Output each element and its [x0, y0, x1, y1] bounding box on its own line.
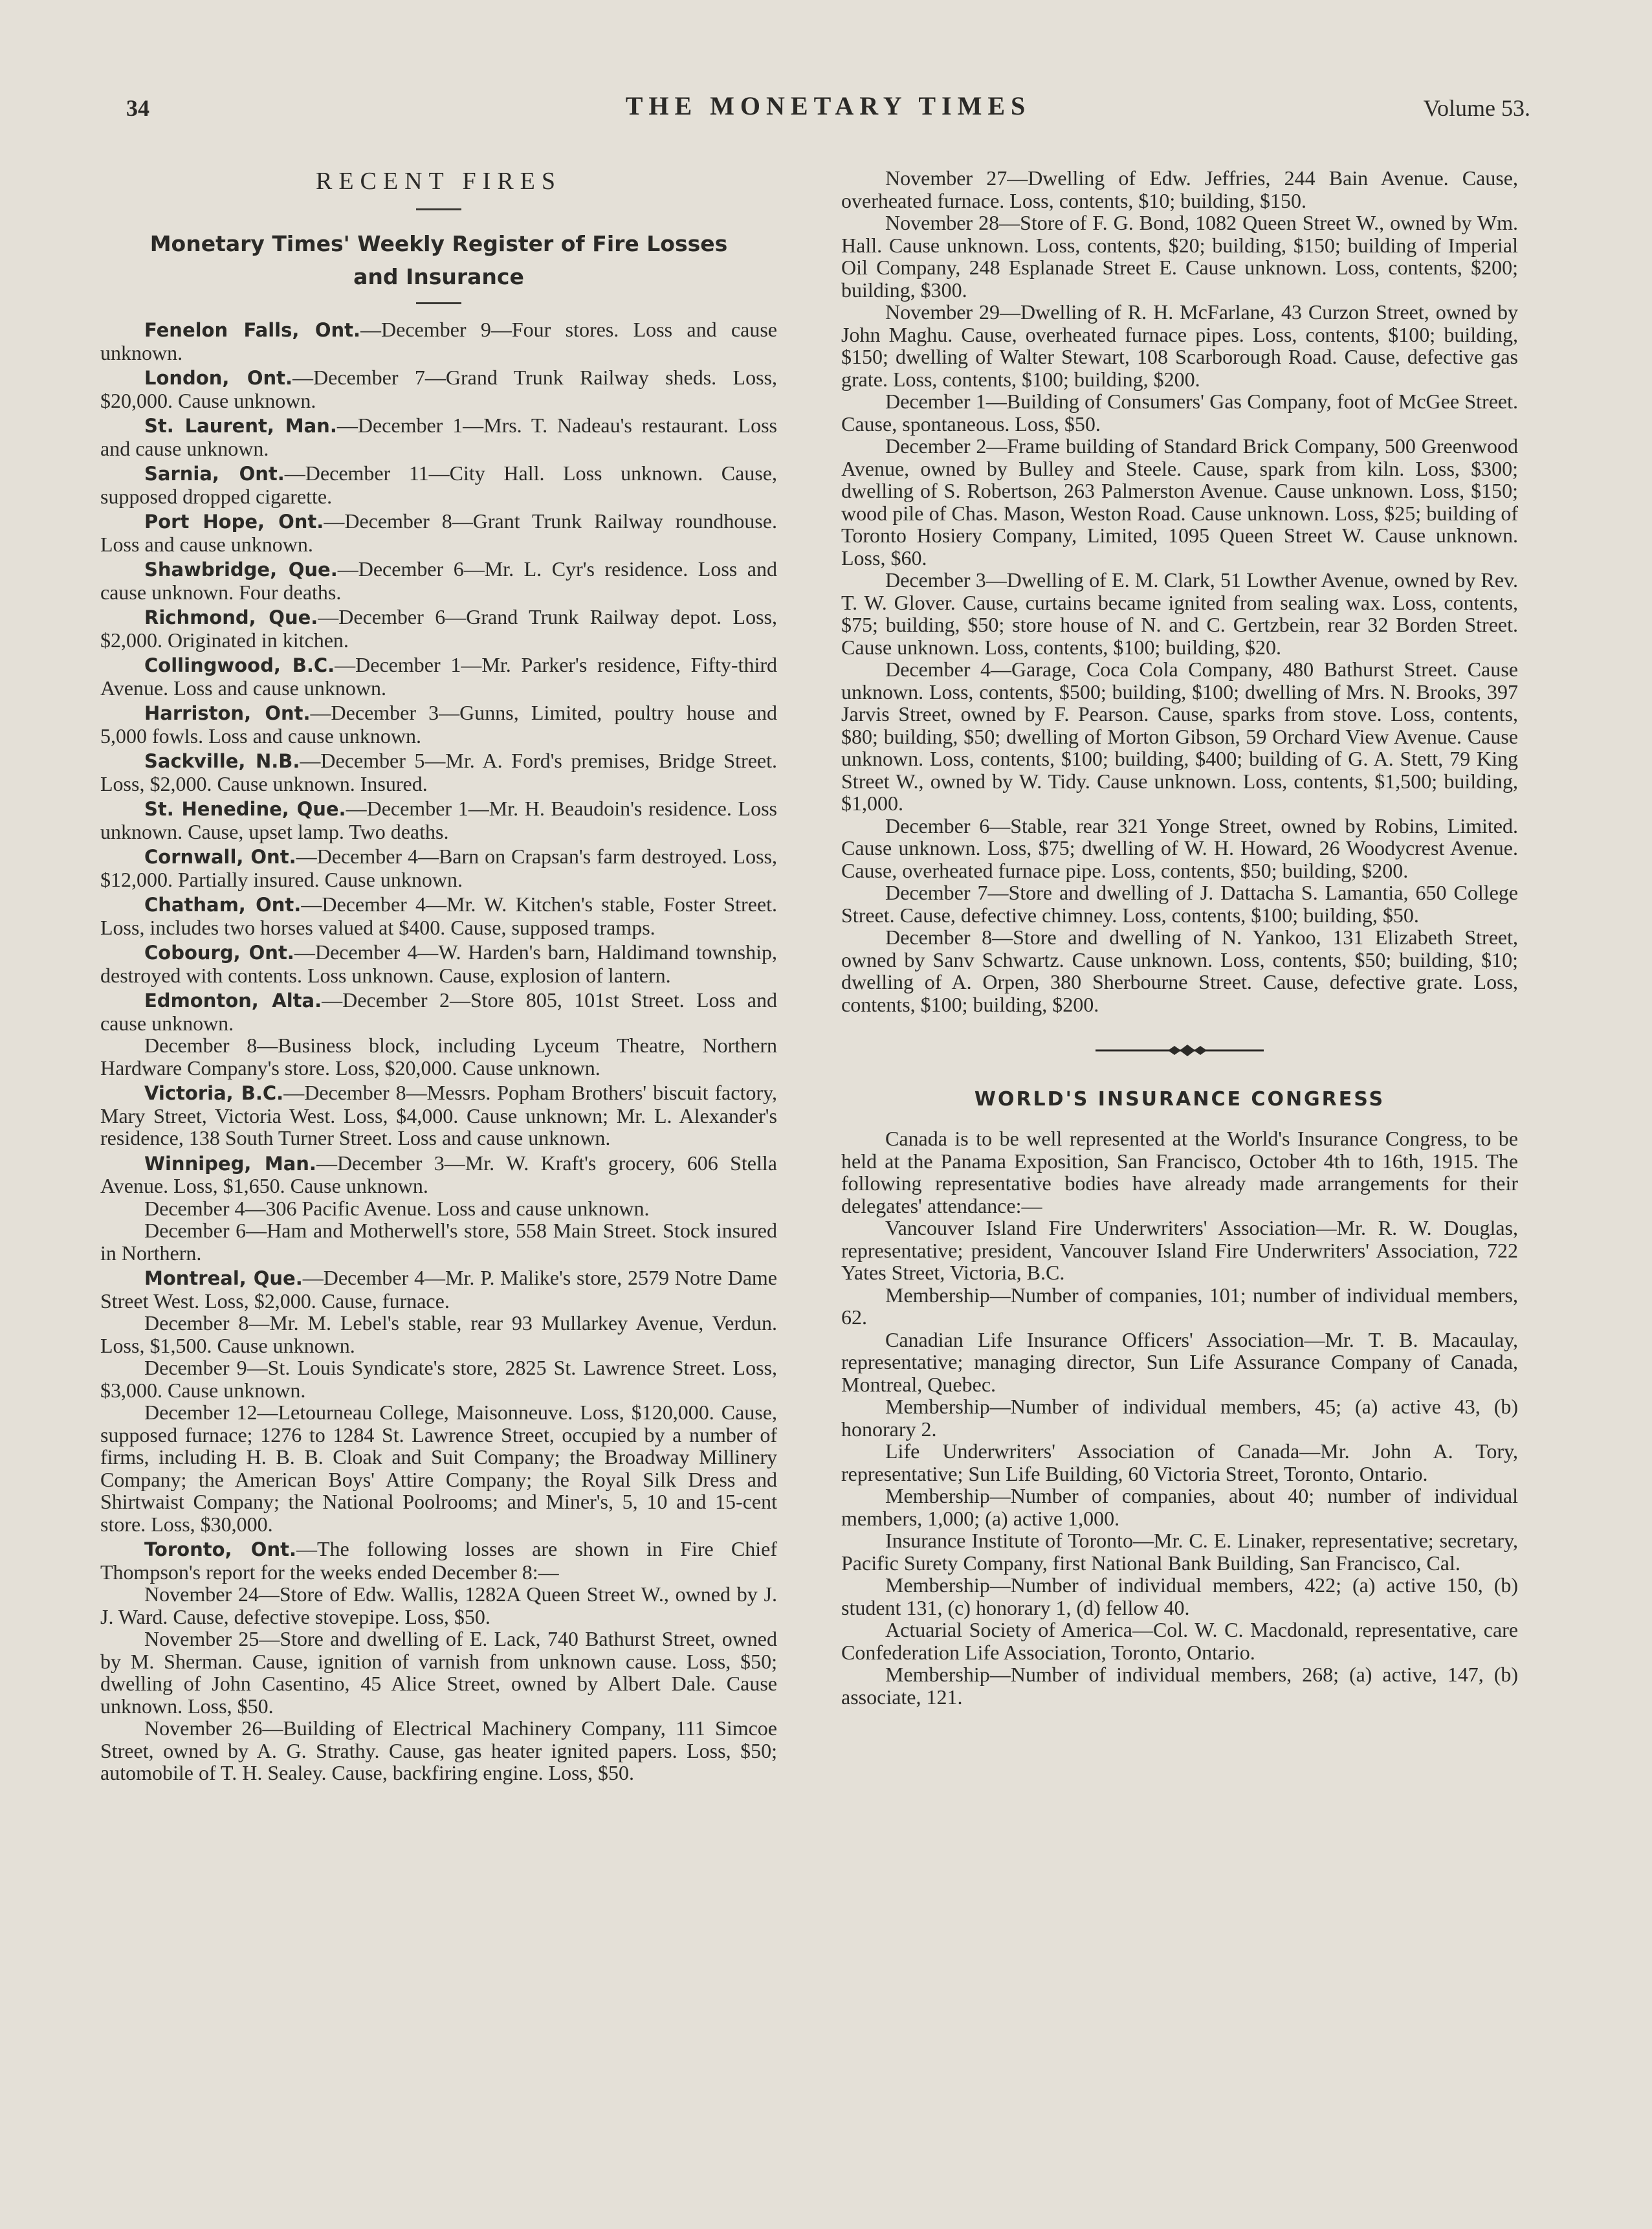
entry-place: Cobourg, Ont.: [144, 942, 294, 964]
subtitle-line-2: and Insurance: [353, 264, 524, 289]
entry-text: November 24—Store of Edw. Wallis, 1282A Queen Street W., owned by J. J. Ward. Cause, defective stovepipe. Loss, $50.: [100, 1582, 777, 1628]
fire-entry: [100, 510, 777, 555]
entry-text: —December 2—Store 805, 101st Street. Loss and cause unknown.: [100, 988, 778, 1035]
fire-entry: [841, 435, 1518, 569]
entry-text: December 12—Letourneau College, Maisonneuve. Loss, $120,000. Cause, supposed furnace; 1276 to 1284 St. Lawrence Street, occupied by a number of firms, including H. B. B. Cloak and Suit Company; the Broadway Millinery Company; the American Boys' Attire Company; the Royal Silk Dress and Shirtwaist Company; the National Poolrooms; and Miner's, 5, 10 and 15-cent store. Loss, $30,000.: [100, 1401, 777, 1536]
fire-entry: [100, 989, 777, 1034]
entry-place: Richmond, Que.: [144, 606, 318, 628]
fire-entry: [100, 606, 777, 651]
fire-entry: [100, 1583, 777, 1628]
fire-entry: [841, 658, 1518, 815]
entry-text: —December 4—W. Harden's barn, Haldimand township, destroyed with contents. Loss unknown. Cause, explosion of lantern.: [100, 940, 778, 987]
fire-entry: [100, 1538, 777, 1583]
entry-text: —December 5—Mr. A. Ford's premises, Bridge Street. Loss, $2,000. Cause unknown. Insured.: [100, 749, 777, 795]
entry-text: December 9—St. Louis Syndicate's store, 2825 St. Lawrence Street. Loss, $3,000. Cause unknown.: [100, 1356, 777, 1402]
fire-entry: [100, 1034, 777, 1079]
entry-place: Sackville, N.B.: [144, 750, 300, 772]
entry-text: —December 8—Grant Trunk Railway roundhouse. Loss and cause unknown.: [100, 509, 777, 556]
entry-text: November 25—Store and dwelling of E. Lack, 740 Bathurst Street, owned by M. Sherman. Cause, ignition of varnish from unknown cause. Loss, $50; dwelling of John Casentino, 45 Alice Street, owned by Albert Dale. Cause unknown. Loss, $50.: [100, 1627, 777, 1718]
entry-place: Port Hope, Ont.: [144, 511, 324, 533]
congress-paragraph: Insurance Institute of Toronto—Mr. C. E. Linaker, representative; secretary, Pacific Surety Company, first National Bank Building, San Francisco, Cal.: [841, 1529, 1518, 1575]
entry-text: December 4—306 Pacific Avenue. Loss and cause unknown.: [144, 1196, 650, 1220]
entry-place: Chatham, Ont.: [144, 894, 302, 916]
entry-place: Fenelon Falls, Ont.: [144, 319, 361, 341]
entry-text: December 7—Store and dwelling of J. Dattacha S. Lamantia, 650 College Street. Cause, defective chimney. Loss, contents, $100; building, $50.: [841, 881, 1518, 927]
subtitle-line-1: Monetary Times' Weekly Register of Fire Losses: [149, 231, 728, 256]
page-header: [126, 91, 1530, 129]
volume-label: Volume 53.: [1423, 95, 1530, 121]
entry-text: December 6—Ham and Motherwell's store, 558 Main Street. Stock insured in Northern.: [100, 1219, 777, 1265]
fire-entry: [100, 1312, 777, 1357]
congress-paragraph: Membership—Number of individual members, 422; (a) active 150, (b) student 131, (c) honorary 1, (d) fellow 40.: [841, 1573, 1518, 1619]
congress-paragraph: Life Underwriters' Association of Canada—Mr. John A. Tory, representative; Sun Life Building, 60 Victoria Street, Toronto, Ontario.: [841, 1439, 1518, 1485]
entry-text: November 28—Store of F. G. Bond, 1082 Queen Street W., owned by Wm. Hall. Cause unknown. Loss, contents, $20; building, $150; building of Imperial Oil Company, 248 Esplanade Street E. Cause unknown. Loss, contents, $200; building, $300.: [841, 211, 1518, 302]
entry-text: —December 7—Grand Trunk Railway sheds. Loss, $20,000. Cause unknown.: [100, 366, 777, 412]
section-subtitle: [100, 227, 777, 293]
entry-text: December 8—Mr. M. Lebel's stable, rear 93 Mullarkey Avenue, Verdun. Loss, $1,500. Cause unknown.: [100, 1311, 777, 1357]
fire-entry: [100, 797, 777, 843]
entry-text: November 27—Dwelling of Edw. Jeffries, 244 Bain Avenue. Cause, overheated furnace. Loss, contents, $10; building, $150.: [841, 166, 1518, 212]
entry-text: December 4—Garage, Coca Cola Company, 480 Bathurst Street. Cause unknown. Loss, contents, $500; building, $100; dwelling of Mrs. N. Brooks, 397 Jarvis Street, owned by F. Pearson. Cause, sparks from stove. Loss, contents, $80; building, $50; dwelling of Morton Gibson, 59 Orchard View Avenue. Cause unknown. Loss, contents, $100; building, $400; building of G. A. Stett, 79 King Street W., owned by W. Tidy. Cause unknown. Loss, contents, $1,500; building, $1,000.: [841, 658, 1518, 815]
entry-text: —The following losses are shown in Fire Chief Thompson's report for the weeks ended December 8:—: [100, 1537, 777, 1584]
subtitle-rule: [416, 302, 461, 304]
entry-text: —December 6—Grand Trunk Railway depot. Loss, $2,000. Originated in kitchen.: [100, 605, 778, 652]
left-column: [100, 167, 777, 1784]
section-title: RECENT FIRES: [315, 168, 562, 195]
fire-entry: [100, 654, 777, 699]
title-rule: [416, 208, 461, 210]
fire-entry: [100, 318, 777, 364]
entry-text: December 8—Store and dwelling of N. Yankoo, 131 Elizabeth Street, owned by Sanv Schwartz. Cause unknown. Loss, contents, $50; building, $10; dwelling of A. Orpen, 380 Sherbourne Street. Cause, defective grate. Loss, contents, $100; building, $200.: [841, 926, 1518, 1016]
entry-place: Sarnia, Ont.: [144, 463, 285, 485]
fire-entry: [841, 212, 1518, 301]
entry-text: December 8—Business block, including Lyceum Theatre, Northern Hardware Company's store. Loss, $20,000. Cause unknown.: [100, 1034, 777, 1080]
entry-text: —December 1—Mrs. T. Nadeau's restaurant. Loss and cause unknown.: [100, 414, 777, 460]
fire-entry: [841, 390, 1518, 435]
entry-text: December 2—Frame building of Standard Brick Company, 500 Greenwood Avenue, owned by Bulley and Steele. Cause, spark from kiln. Loss, $300; dwelling of S. Robertson, 263 Palmerston Avenue. Cause unknown. Loss, $150; wood pile of Chas. Mason, Weston Road. Cause unknown. Loss, $25; building of Toronto Hosiery Company, Limited, 1095 Queen Street W. Cause unknown. Loss, $60.: [841, 434, 1518, 570]
fire-entry: [841, 569, 1518, 658]
fire-entry: [841, 926, 1518, 1015]
ornament-divider: [1096, 1043, 1264, 1058]
congress-paragraph: Membership—Number of companies, about 40; number of individual members, 1,000; (a) active 1,000.: [841, 1484, 1518, 1530]
fire-entry: [100, 1628, 777, 1717]
congress-paragraph: Actuarial Society of America—Col. W. C. Macdonald, representative, care Confederation Life Association, Toronto, Ontario.: [841, 1618, 1518, 1664]
entry-text: —December 4—Mr. W. Kitchen's stable, Foster Street. Loss, includes two horses valued at $400. Cause, supposed tramps.: [100, 893, 778, 939]
page-number: 34: [126, 95, 149, 121]
entry-text: December 3—Dwelling of E. M. Clark, 51 Lowther Avenue, owned by Rev. T. W. Glover. Cause, curtains became ignited from sealing wax. Loss, contents, $75; building, $50; store house of N. and C. Gertzbein, rear 32 Borden Street. Cause unknown. Loss, contents, $100; building, $20.: [841, 568, 1518, 659]
fire-entry: [100, 462, 777, 507]
fire-entry: [100, 1401, 777, 1535]
fire-register-right: [841, 167, 1518, 1015]
congress-title: WORLD'S INSURANCE CONGRESS: [974, 1088, 1385, 1111]
fire-entry: [100, 1219, 777, 1264]
fire-entry: [100, 366, 777, 412]
fire-entry: [100, 1717, 777, 1784]
entry-text: —December 3—Mr. W. Kraft's grocery, 606 Stella Avenue. Loss, $1,650. Cause unknown.: [100, 1151, 777, 1197]
entry-place: Collingwood, B.C.: [144, 654, 335, 676]
congress-paragraph: Canadian Life Insurance Officers' Association—Mr. T. B. Macaulay, representative; managing director, Sun Life Assurance Company of Canada, Montreal, Quebec.: [841, 1327, 1518, 1396]
congress-paragraph: Vancouver Island Fire Underwriters' Association—Mr. R. W. Douglas, representative; president, Vancouver Island Fire Underwriters' Association, 722 Yates Street, Victoria, B.C.: [841, 1216, 1518, 1284]
fire-entry: [100, 1197, 777, 1220]
congress-body: [841, 1127, 1518, 1708]
entry-place: Edmonton, Alta.: [144, 990, 322, 1012]
entry-place: Cornwall, Ont.: [144, 846, 296, 868]
entry-text: November 26—Building of Electrical Machinery Company, 111 Simcoe Street, owned by A. G. Strathy. Cause, gas heater ignited papers. Loss, $50; automobile of T. H. Sealey. Cause, backfiring engine. Loss, $50.: [100, 1716, 777, 1784]
fire-entry: [841, 301, 1518, 390]
congress-paragraph: Membership—Number of individual members, 45; (a) active 43, (b) honorary 2.: [841, 1395, 1518, 1441]
entry-place: London, Ont.: [144, 367, 293, 389]
fire-entry: [100, 558, 777, 603]
fire-entry: [841, 815, 1518, 882]
fire-entry: [100, 845, 777, 891]
entry-text: —December 9—Four stores. Loss and cause unknown.: [100, 318, 777, 364]
fire-entry: [841, 167, 1518, 212]
entry-text: November 29—Dwelling of R. H. McFarlane, 43 Curzon Street, owned by John Maghu. Cause, overheated furnace pipes. Loss, contents, $100; building, $150; dwelling of Walter Stewart, 108 Scarborough Road. Cause, defective gas grate. Loss, contents, $100; building, $200.: [841, 300, 1518, 391]
entry-text: December 1—Building of Consumers' Gas Company, foot of McGee Street. Cause, spontaneous. Loss, $50.: [841, 390, 1518, 436]
entry-place: St. Laurent, Man.: [144, 415, 337, 437]
fire-entry: [100, 941, 777, 986]
entry-place: Toronto, Ont.: [144, 1538, 296, 1560]
entry-place: Shawbridge, Que.: [144, 559, 338, 581]
entry-text: —December 11—City Hall. Loss unknown. Cause, supposed dropped cigarette.: [100, 461, 778, 508]
entry-text: —December 1—Mr. Parker's residence, Fifty-third Avenue. Loss and cause unknown.: [100, 653, 777, 700]
congress-paragraph: Canada is to be well represented at the World's Insurance Congress, to be held at the Panama Exposition, San Francisco, October 4th to 16th, 1915. The following representative bodies have already made arrangements for their delegates' attendance:—: [841, 1127, 1518, 1217]
entry-place: Victoria, B.C.: [144, 1082, 284, 1104]
entry-text: —December 1—Mr. H. Beaudoin's residence. Loss unknown. Cause, upset lamp. Two deaths.: [100, 797, 777, 843]
fire-register-left: [100, 318, 777, 1784]
entry-text: —December 4—Barn on Crapsan's farm destroyed. Loss, $12,000. Partially insured. Cause unknown.: [100, 845, 778, 891]
entry-text: —December 3—Gunns, Limited, poultry house and 5,000 fowls. Loss and cause unknown.: [100, 701, 777, 748]
fire-entry: [100, 893, 777, 938]
entry-text: —December 4—Mr. P. Malike's store, 2579 Notre Dame Street West. Loss, $2,000. Cause, furnace.: [100, 1266, 778, 1313]
entry-text: December 6—Stable, rear 321 Yonge Street, owned by Robins, Limited. Cause unknown. Loss, $75; dwelling of W. H. Howard, 26 Woodycrest Avenue. Cause, overheated furnace pipe. Loss, contents, $50; building, $200.: [841, 814, 1518, 882]
fire-entry: [841, 882, 1518, 926]
journal-title: THE MONETARY TIMES: [625, 91, 1031, 120]
entry-text: —December 8—Messrs. Popham Brothers' biscuit factory, Mary Street, Victoria West. Loss, $4,000. Cause unknown; Mr. L. Alexander's residence, 138 South Turner Street. Loss and cause unknown.: [100, 1081, 777, 1149]
congress-paragraph: Membership—Number of individual members, 268; (a) active, 147, (b) associate, 121.: [841, 1663, 1518, 1709]
fire-entry: [100, 1357, 777, 1401]
entry-place: St. Henedine, Que.: [144, 798, 346, 820]
fire-entry: [100, 414, 777, 460]
entry-text: —December 6—Mr. L. Cyr's residence. Loss and cause unknown. Four deaths.: [100, 557, 777, 604]
entry-place: Harriston, Ont.: [144, 702, 311, 724]
congress-paragraph: Membership—Number of companies, 101; number of individual members, 62.: [841, 1283, 1518, 1329]
fire-entry: [100, 1152, 777, 1197]
fire-entry: [100, 1081, 777, 1149]
fire-entry: [100, 749, 777, 795]
fire-entry: [100, 1267, 777, 1312]
entry-place: Montreal, Que.: [144, 1267, 303, 1289]
fire-entry: [100, 702, 777, 747]
entry-place: Winnipeg, Man.: [144, 1152, 316, 1175]
right-column: [841, 167, 1518, 1708]
